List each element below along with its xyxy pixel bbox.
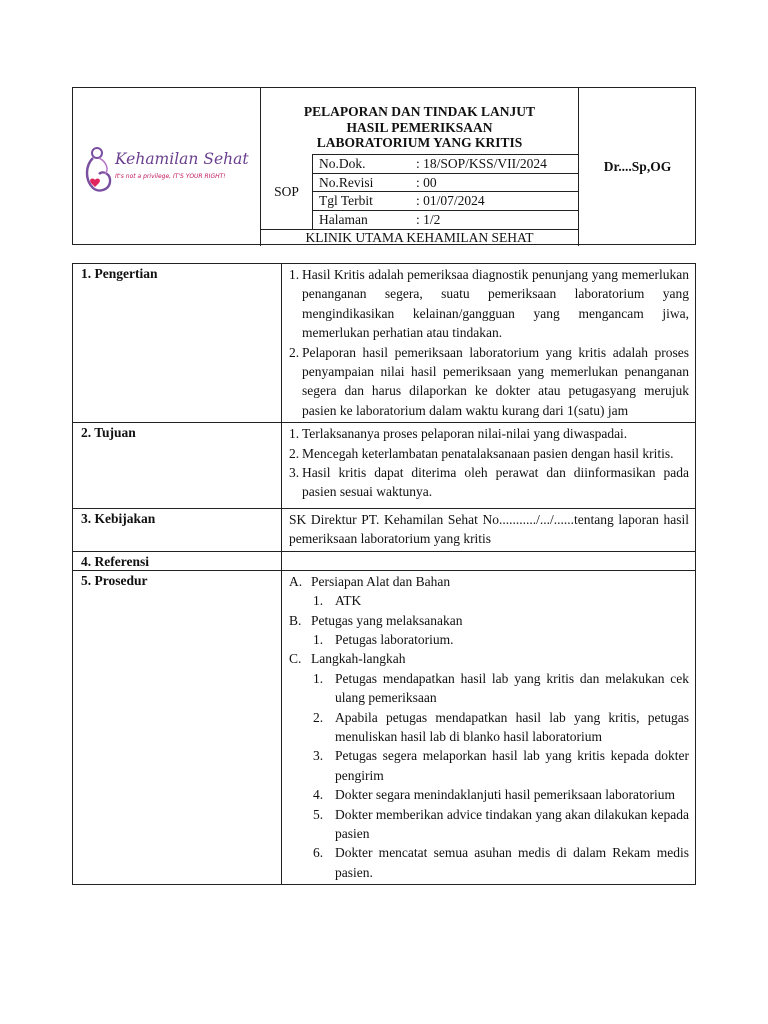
procedure-group: [289, 611, 689, 630]
meta-key: Halaman: [319, 211, 368, 227]
item-number: 1.: [289, 426, 300, 442]
section-content: [282, 551, 696, 570]
meta-key: Tgl Terbit: [319, 193, 373, 208]
step-number: 1.: [313, 670, 324, 686]
group-letter: C.: [289, 651, 302, 667]
meta-row-no-revisi: [313, 173, 578, 192]
group-letter: A.: [289, 573, 303, 589]
procedure-step: [289, 630, 689, 649]
list-item: [289, 463, 689, 502]
sop-header: [72, 87, 696, 245]
procedure-step: [289, 843, 689, 882]
step-text: Petugas segera melaporkan hasil lab yang kritis kepada dokter pengirim: [335, 748, 689, 783]
group-title: Persiapan Alat dan Bahan: [311, 573, 451, 589]
item-text: Hasil Kritis adalah pemeriksaa diagnostik penunjang yang memerlukan penanganan segera, suatu pemeriksaan laboratorium yang mengindikasikan kelainan/gangguan yang mengancam jiwa, memerlukan perhatian atau tindakan.: [302, 267, 689, 341]
pregnant-mother-icon: [79, 144, 115, 196]
meta-value: : 01/07/2024: [416, 193, 485, 208]
section-label: 1. Pengertian: [73, 264, 282, 423]
row-kebijakan: [73, 508, 696, 551]
group-title: Langkah-langkah: [311, 651, 406, 667]
step-number: 3.: [313, 748, 324, 764]
item-number: 3.: [289, 465, 300, 481]
item-text: Terlaksananya proses pelaporan nilai-nilai yang diwaspadai.: [302, 426, 628, 442]
group-title: Petugas yang melaksanakan: [311, 612, 463, 628]
procedure-group: [289, 572, 689, 591]
procedure-step: [289, 708, 689, 747]
step-number: 2.: [313, 709, 324, 725]
procedure-step: [289, 591, 689, 610]
document-title: [261, 104, 578, 151]
meta-value: : 00: [416, 174, 437, 190]
procedure-step: [289, 669, 689, 708]
section-content: [282, 570, 696, 885]
meta-row-no-dok: [313, 154, 578, 173]
section-label: 5. Prosedur: [73, 570, 282, 885]
document-meta: [313, 154, 578, 228]
step-number: 6.: [313, 845, 324, 861]
row-prosedur: [73, 570, 696, 885]
item-number: 2.: [289, 344, 300, 360]
meta-value: : 18/SOP/KSS/VII/2024: [416, 156, 547, 171]
logo-tagline: It's not a privilege, IT'S YOUR RIGHT!: [115, 173, 226, 180]
sop-label: SOP: [261, 154, 313, 229]
step-number: 1.: [313, 593, 324, 609]
item-number: 1.: [289, 267, 300, 282]
section-label: 4. Referensi: [73, 551, 282, 570]
list-item: [289, 424, 689, 443]
step-number: 5.: [313, 806, 324, 822]
step-text: ATK: [335, 593, 362, 609]
title-line: PELAPORAN DAN TINDAK LANJUT: [303, 104, 536, 119]
list-item: [289, 444, 689, 463]
step-text: Apabila petugas mendapatkan hasil lab yang kritis, petugas menuliskan hasil lab di blanko hasil laboratorium: [335, 709, 689, 744]
item-text: Hasil kritis dapat diterima oleh perawat dan diinformasikan pada pasien sesuai waktunya.: [302, 465, 689, 500]
section-content: SK Direktur PT. Kehamilan Sehat No.........../.../......tentang laporan hasil pemeriksaan laboratorium yang kritis: [282, 508, 696, 551]
procedure-step: [289, 746, 689, 785]
meta-key: No.Revisi: [319, 174, 374, 190]
title-line: HASIL PEMERIKSAAN: [346, 119, 493, 135]
step-text: Petugas laboratorium.: [335, 631, 454, 647]
procedure-group: [289, 649, 689, 668]
section-content: [282, 264, 696, 423]
title-line: LABORATORIUM YANG KRITIS: [316, 135, 523, 150]
section-label: 2. Tujuan: [73, 423, 282, 509]
step-number: 4.: [313, 787, 324, 803]
step-text: Dokter mencatat semua asuhan medis di dalam Rekam medis pasien.: [335, 845, 689, 880]
list-item: [289, 343, 689, 421]
clinic-name: KLINIK UTAMA KEHAMILAN SEHAT: [261, 229, 578, 246]
meta-value: : 1/2: [416, 211, 441, 227]
meta-row-halaman: [313, 210, 578, 229]
meta-key: No.Dok.: [319, 156, 366, 171]
step-number: 1.: [313, 631, 324, 647]
sop-body-table: [72, 263, 696, 885]
item-number: 2.: [289, 445, 300, 461]
row-referensi: [73, 551, 696, 570]
logo-name: Kehamilan Sehat: [115, 150, 249, 168]
list-item: [289, 265, 689, 343]
item-text: Pelaporan hasil pemeriksaan laboratorium yang kritis adalah proses penyampaian nilai hasil pemeriksaan yang memerlukan penanganan segera dan harus dilaporkan ke dokter atau petugasyang merujuk pasien ke laboratorium dalam waktu kurang dari 1(satu) jam: [302, 344, 689, 418]
clinic-logo: [79, 144, 255, 196]
step-text: Dokter memberikan advice tindakan yang akan dilakukan kepada pasien: [335, 806, 689, 841]
signatory: Dr....Sp,OG: [578, 88, 696, 246]
step-text: Petugas mendapatkan hasil lab yang kritis dan melakukan cek ulang pemeriksaan: [335, 670, 689, 706]
group-letter: B.: [289, 612, 302, 628]
item-text: Mencegah keterlambatan penatalaksanaan pasien dengan hasil kritis.: [302, 445, 674, 461]
procedure-step: [289, 785, 689, 804]
meta-row-tgl-terbit: [313, 191, 578, 210]
logo-cell: [73, 88, 261, 246]
row-pengertian: [73, 264, 696, 423]
section-label: 3. Kebijakan: [73, 508, 282, 551]
procedure-step: [289, 805, 689, 844]
section-content: [282, 423, 696, 509]
row-tujuan: [73, 423, 696, 509]
step-text: Dokter segara menindaklanjuti hasil pemeriksaan laboratorium: [335, 787, 676, 803]
